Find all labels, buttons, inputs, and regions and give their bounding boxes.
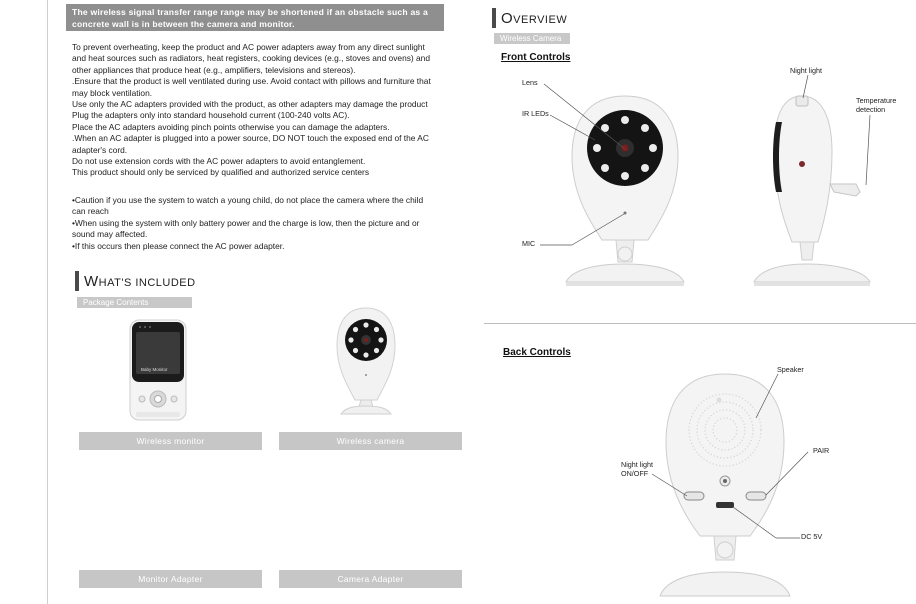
night-light-callout: Night light: [790, 66, 822, 75]
safety-line: Use only the AC adapters provided with the product, as other adapters may damage the product: [72, 99, 428, 110]
back-controls-title: Back Controls: [503, 347, 571, 358]
warning-banner: The wireless signal transfer range range may be shortened if an obstacle such as a concrete wall is in between the camera and monitor.: [66, 4, 444, 31]
mic-callout: MIC: [522, 239, 536, 248]
wireless-camera-label: Wireless camera: [279, 432, 462, 450]
monitor-screen-text: Baby Monitor: [141, 367, 168, 372]
front-controls-title: Front Controls: [501, 52, 571, 63]
safety-line: .When an AC adapter is plugged into a power source, DO NOT touch the exposed end of the AC: [72, 133, 429, 144]
caution-line: •When using the system with only battery power and the charge is low, then the picture and or: [72, 217, 420, 228]
dc-5v-callout: DC 5V: [801, 532, 823, 541]
caution-line: can reach: [72, 206, 109, 217]
safety-line: Place the AC adapters avoiding pinch points otherwise you can damage the adapters.: [72, 121, 390, 132]
section-title: OVERVIEW: [501, 9, 568, 27]
safety-line: Do not use extension cords with the AC power adapters to avoid entanglement.: [72, 156, 366, 167]
safety-line: may block ventilation.: [72, 87, 153, 98]
camera-adapter-label: Camera Adapter: [279, 570, 462, 588]
temperature-callout: Temperature detection: [856, 96, 897, 114]
wireless-monitor-label: Wireless monitor: [79, 432, 262, 450]
safety-line: .Ensure that the product is well ventilated during use. Avoid contact with pillows and furniture that: [72, 76, 431, 87]
caution-line: •Caution if you use the system to watch a young child, do not place the camera where the child: [72, 195, 424, 205]
safety-line: other appliances that produce heat (e.g., amplifiers, televisions and stereos).: [72, 64, 356, 75]
safety-line: This product should only be serviced by qualified and authorized service centers: [72, 167, 370, 178]
caution-line: sound may affected.: [72, 229, 148, 240]
safety-line: and heat sources such as radiators, heat registers, cooking devices (e.g., stoves and ovens) and: [72, 53, 430, 64]
monitor-adapter-label: Monitor Adapter: [79, 570, 262, 588]
ir-leds-callout: IR LEDs: [522, 109, 549, 118]
caution-line: •If this occurs then please connect the AC power adapter.: [72, 240, 285, 251]
section-title: WHAT'S INCLUDED: [84, 272, 196, 290]
pair-callout: PAIR: [813, 446, 830, 455]
safety-line: adapter's cord.: [72, 144, 128, 155]
safety-line: To prevent overheating, keep the product and AC power adapters away from any direct sunlight: [72, 42, 425, 52]
package-contents-label: Package Contents: [77, 297, 192, 308]
wireless-camera-sublabel: Wireless Camera: [494, 33, 570, 44]
safety-line: Plug the adapters only into standard household current (100-240 volts AC).: [72, 110, 350, 121]
speaker-callout: Speaker: [777, 365, 804, 374]
night-light-onoff-callout: Night light ON/OFF: [621, 460, 653, 478]
lens-callout: Lens: [522, 78, 538, 87]
